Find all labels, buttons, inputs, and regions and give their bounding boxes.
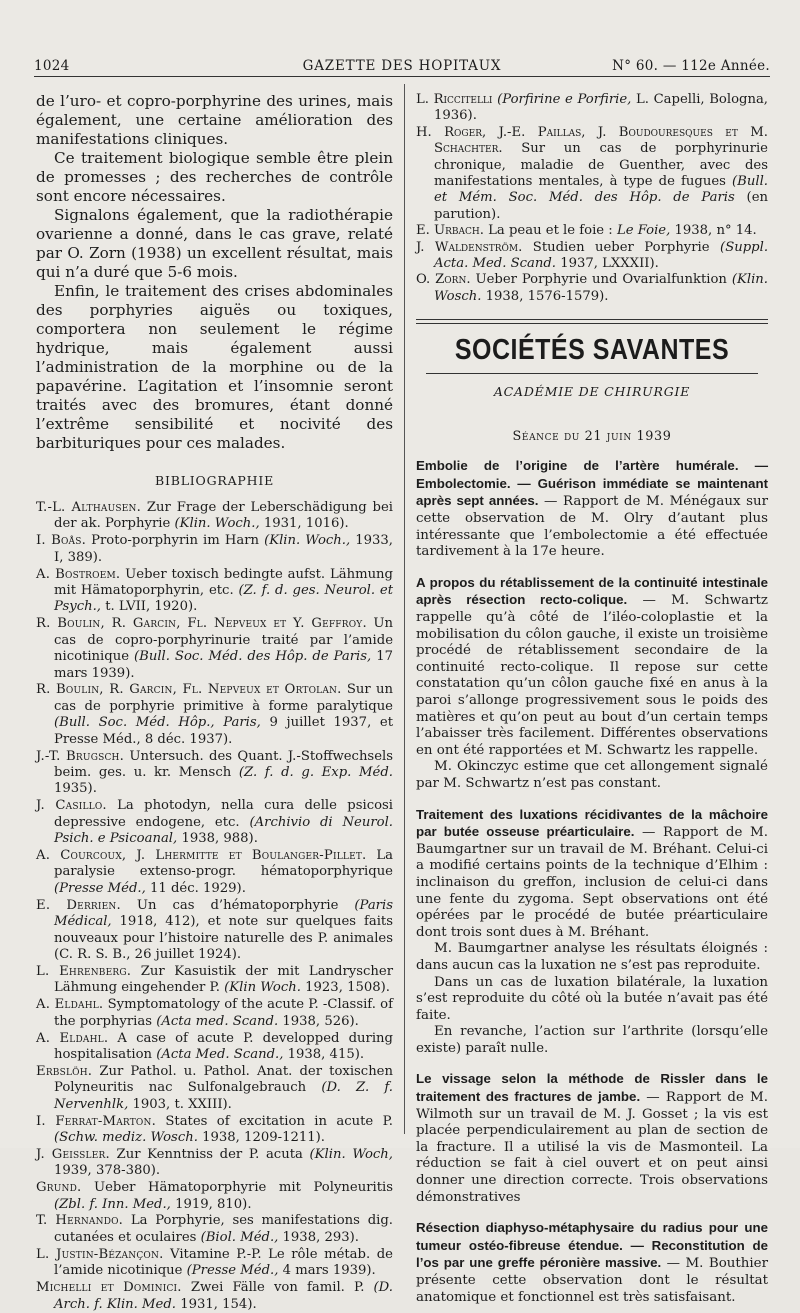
bibliography-list-continued xyxy=(416,92,768,305)
bibliography-entry xyxy=(36,997,393,1030)
ref-title: Zwei Fälle von famil. P. xyxy=(190,1280,365,1296)
ref-source: (Presse Méd., xyxy=(186,1263,279,1279)
ref-title: Zur Kenntniss der P. acuta xyxy=(116,1146,303,1162)
ref-citation: 1931, 1016). xyxy=(263,516,349,532)
bibliography-entry xyxy=(36,1064,393,1113)
ref-title: La peau et le foie : xyxy=(488,223,613,239)
ref-source: (Acta med. Scand. xyxy=(156,1013,279,1029)
ref-author: L. Riccitelli xyxy=(416,92,493,107)
ref-title: Zur Frage der Leberschädigung bei der ak. Porphyrie xyxy=(54,500,393,532)
ref-citation: 1938, n° 14. xyxy=(674,223,757,239)
section-rule xyxy=(426,373,758,374)
ref-title: Ueber toxisch bedingte aufst. Lähmung mit Hämatoporphyrin, etc. xyxy=(54,566,393,599)
ref-title: Ueber Porphyrie und Ovarialfunktion xyxy=(475,272,727,288)
report-heading: Traitement des luxations récidivantes de la mâchoire par butée osseuse préarticulaire. xyxy=(416,806,768,840)
ref-title: Zur Pathol. u. Pathol. Anat. der toxischen Polyneuritis nac Sulfonalgebrauch xyxy=(54,1063,393,1096)
body-paragraph: Signalons également, que la radiothérapie ovarienne a donné, dans le cas grave, relaté par O. Zorn (1938) un excellent résultat, mais qui n’a duré que 5-6 mois. xyxy=(36,206,393,281)
column-divider xyxy=(404,84,405,1134)
ref-title: La Porphyrie, ses manifestations dig. cutanées et oculaires xyxy=(54,1213,393,1245)
bibliography-entry xyxy=(36,898,393,964)
report-paragraph xyxy=(416,1071,768,1206)
report-text: — Rapport de M. Wilmoth sur un travail de M. J. Gosset ; la vis est placée perpendiculairement au plan de section de la fracture. Il a utilisé la vis de Masmonteil. La réduction se fait à ciel ouvert et on peut ainsi donner une direction correcte. Trois observations démonstratives xyxy=(416,1090,768,1205)
ref-citation: 1903, t. XXIII). xyxy=(132,1096,232,1112)
report-paragraph: M. Baumgartner analyse les résultats éloignés : dans aucun cas la luxation ne s’est pas reproduite. xyxy=(416,941,768,973)
ref-author: A. Eldahl. xyxy=(36,1030,109,1046)
ref-author: Michelli et Dominici. xyxy=(36,1280,182,1296)
report-text: — Rapport de M. Ménégaux sur cette observation de M. Olry d’autant plus intéressante que l’embolectomie a été effectuée tardivement à la 17e heure. xyxy=(416,494,768,560)
ref-source: (D. Z. f. Nervenhlk, xyxy=(54,1080,393,1112)
ref-source: (Bull. Soc. Méd. Hôp., Paris, xyxy=(54,715,261,731)
bibliography-entry xyxy=(36,749,393,798)
ref-author: H. Roger, J.-E. Paillas, J. Boudouresques et M. Schachter. xyxy=(416,124,768,157)
ref-source: (Klin. Woch., xyxy=(174,516,260,532)
bibliography-entry xyxy=(36,682,393,748)
running-header xyxy=(34,58,770,78)
ref-author: A. Eldahl. xyxy=(36,997,104,1013)
ref-title: Zur Kasuistik der mit Landryscher Lähmung eingehender P. xyxy=(54,963,393,996)
bibliography-entry xyxy=(36,1180,393,1213)
ref-source: (Zbl. f. Inn. Med., xyxy=(54,1196,171,1212)
report-heading: Résection diaphyso-métaphysaire du radius pour une tumeur ostéo-fibreuse étendue. — Reconstitution de l’os par une greffe péronière massive. xyxy=(416,1220,768,1271)
ref-source: (Porfirine e Porfirie, xyxy=(497,92,632,107)
bibliography-entry xyxy=(416,125,768,223)
ref-citation: t. LVII, 1920). xyxy=(105,599,198,615)
ref-author: E. Derrien. xyxy=(36,897,121,913)
ref-title: Sur un cas de porphyrie primitive à forme paralytique xyxy=(54,682,393,714)
report-paragraph xyxy=(416,575,768,760)
ref-source: (Z. f. d. ges. Neurol. et Psych., xyxy=(54,583,393,615)
ref-source: (Klin. Woch., xyxy=(264,533,351,549)
ref-source: (Biol. Méd., xyxy=(200,1229,279,1245)
ref-title: Un cas de copro-porphyrinurie traité par l’amide nicotinique xyxy=(54,616,393,665)
ref-title: Un cas d’hématoporphyrie xyxy=(136,897,339,913)
ref-author: A. Bostroem. xyxy=(36,566,121,582)
bibliography-entry xyxy=(36,533,393,566)
bibliography-entry xyxy=(36,616,393,682)
ref-source: (Presse Méd., xyxy=(54,880,146,896)
ref-citation: 1938, 526). xyxy=(282,1013,359,1029)
issue-number: N° 60. — 112e Année. xyxy=(612,58,770,74)
ref-author: O. Zorn. xyxy=(416,272,471,288)
body-paragraph: Enfin, le traitement des crises abdominales des porphyries aiguës ou toxiques, comportera non seulement le régime hydrique, mais également aussi l’administration de la morphine ou de la papavérine. L’agitation et l’insomnie seront traités avec des bromures, étant donné l’extrême sensibilité et nocivité des barbituriques pour ces malades. xyxy=(36,282,393,452)
ref-author: I. Boås. xyxy=(36,533,86,549)
bibliography-entry xyxy=(36,1114,393,1147)
ref-author: I. Ferrat-Marton. xyxy=(36,1113,156,1129)
ref-title: Sur un cas de porphyrinurie chronique, maladie de Guenther, avec des manifestations mentales, à type de fugues xyxy=(434,141,768,190)
ref-author: T. Hernando. xyxy=(36,1213,124,1229)
ref-citation: 1933, I, 389). xyxy=(54,533,393,565)
bibliography-entry xyxy=(36,500,393,533)
bibliography-entry xyxy=(36,798,393,847)
ref-citation: 9 juillet 1937, et Presse Méd., 8 déc. 1937). xyxy=(54,715,393,747)
report-heading: Le vissage selon la méthode de Rissler dans le traitement des fractures de jambe. xyxy=(416,1071,768,1105)
ref-source: (Z. f. d. g. Exp. Méd. xyxy=(238,765,393,780)
bibliography-entry xyxy=(36,1247,393,1280)
ref-title: La photodyn, nella cura delle psicosi depressive endogene, etc. xyxy=(54,798,393,830)
ref-author: J.-T. Brugsch. xyxy=(36,748,124,764)
ref-author: T.-L. Althausen. xyxy=(36,500,142,515)
ref-author: Grund. xyxy=(36,1180,82,1196)
session-reports xyxy=(416,458,768,1306)
ref-title: Vitamine P.-P. Le rôle métab. de l’amide nicotinique xyxy=(54,1246,393,1279)
ref-citation: 1937, LXXXII). xyxy=(560,256,659,272)
ref-author: L. Justin-Bézançon. xyxy=(36,1246,164,1262)
ref-source: (Paris Médical, xyxy=(54,897,393,930)
ref-citation: 1939, 378-380). xyxy=(54,1163,161,1179)
report-paragraph xyxy=(416,807,768,942)
report-paragraph xyxy=(416,1220,768,1306)
report-text: — M. Bouthier présente cette observation dont le résultat anatomique et fonctionnel est très satisfaisant. xyxy=(416,1256,768,1305)
bibliography-entry xyxy=(36,964,393,997)
ref-citation: 1919, 810). xyxy=(175,1196,252,1212)
report-text: — Rapport de M. Baumgartner sur un travail de M. Bréhant. Celui-ci a modifié certains points de la technique d’Elhim : inclinaison du greffon, inclusion de celui-ci dans une fente du zygoma. Sept observations ont été opérées par le procédé de butée préarticulaire dont trois sont dues à M. Bréhant. xyxy=(416,825,768,940)
ref-citation: 1938, 1576-1579). xyxy=(485,288,609,304)
ref-source: (Klin Woch. xyxy=(224,980,301,996)
ref-source: (D. Arch. f. Klin. Med. xyxy=(54,1280,393,1312)
ref-source: (Suppl. Acta. Med. Scand. xyxy=(434,239,769,272)
ref-author: R. Boulin, R. Garcin, Fl. Nepveux et Y. Geffroy. xyxy=(36,616,367,632)
report-paragraph: M. Okinczyc estime que cet allongement signalé par M. Schwartz n’est pas constant. xyxy=(416,759,768,791)
ref-citation: 1923, 1508). xyxy=(305,980,390,996)
ref-citation: 1938, 293). xyxy=(282,1229,359,1245)
ref-citation: 17 mars 1939). xyxy=(54,649,393,681)
section-double-rule xyxy=(416,319,768,324)
academy-heading: ACADÉMIE DE CHIRURGIE xyxy=(493,384,691,400)
ref-source: (Bull. et Mém. Soc. Méd. des Hôp. de Paris xyxy=(434,174,768,206)
ref-citation: L. Capelli, Bologna, 1936). xyxy=(434,92,768,124)
ref-author: J. Geissler. xyxy=(36,1146,110,1162)
ref-title: La paralysie extenso-progr. hématoporphyrique xyxy=(54,848,393,880)
report-heading: Embolie de l’origine de l’artère humérale. — Embolectomie. — Guérison immédiate se maintenant après sept années. xyxy=(416,458,768,509)
ref-source: (Schw. mediz. Wosch. xyxy=(54,1129,198,1145)
report-paragraph xyxy=(416,458,768,561)
ref-title: Proto-porphyrin im Harn xyxy=(91,533,260,549)
ref-title: Ueber Hämatoporphyrie mit Polyneuritis xyxy=(93,1180,393,1196)
ref-citation: 1935). xyxy=(54,781,97,797)
body-paragraph: de l’uro- et copro-porphyrine des urines, mais également, une certaine amélioration des manifestations cliniques. xyxy=(36,92,393,148)
bibliography-heading: BIBLIOGRAPHIE xyxy=(155,473,274,488)
report-paragraph: En revanche, l’action sur l’arthrite (lorsqu’elle existe) paraît nulle. xyxy=(416,1024,768,1056)
bibliography-entry xyxy=(416,240,768,273)
section-title: SOCIÉTÉS SAVANTES xyxy=(454,334,730,367)
ref-author: Erbslöh. xyxy=(36,1063,93,1079)
ref-citation: 1938, 988). xyxy=(181,831,258,847)
ref-author: J. Waldenström. xyxy=(416,239,523,255)
ref-author: J. Casillo. xyxy=(36,798,107,814)
bibliography-list xyxy=(36,500,393,1313)
ref-author: R. Boulin, R. Garcin, Fl. Nepveux et Ortolan. xyxy=(36,682,342,698)
bibliography-entry xyxy=(36,1031,393,1064)
bibliography-entry xyxy=(416,223,768,239)
bibliography-entry xyxy=(36,1213,393,1246)
ref-source: Le Foie, xyxy=(616,223,671,239)
ref-author: E. Urbach. xyxy=(416,223,484,239)
ref-citation: 1931, 154). xyxy=(180,1296,257,1312)
ref-source: (Klin. Wosch. xyxy=(434,272,768,304)
bibliography-entry xyxy=(416,92,768,125)
ref-title: Studien ueber Porphyrie xyxy=(532,239,710,255)
ref-source: (Archivio di Neurol. Psich. e Psicoanal, xyxy=(54,814,393,847)
ref-citation: 1938, 415). xyxy=(287,1046,365,1062)
report-text: — M. Schwartz rappelle qu’à côté de l’iléo-coloplastie et la mobilisation du côlon gauche, il existe un troisième procédé de rétablissement secondaire de la continuité recto-colique. Il repose sur cette constatation qu’un côlon gauche fixé en anus à la paroi s’allonge progressivement sous le poids des matières et qu’on peut au bout d’un certain temps l’abaisser très facilement. Différentes observations en ont été rapportées et M. Schwartz les rappelle. xyxy=(416,593,768,758)
ref-citation: 1938, 1209-1211). xyxy=(202,1129,325,1145)
ref-title: Symptomatology of the acute P. -Classif. of the porphyrias xyxy=(54,997,393,1029)
header-rule xyxy=(34,76,770,77)
ref-author: L. Ehrenberg. xyxy=(36,963,132,979)
ref-citation: 1918, 412), et note sur quelques faits nouveaux pour l’histoire naturelle des P. animales (C. R. S. B., 26 juillet 1924). xyxy=(54,914,393,962)
journal-title: GAZETTE DES HOPITAUX xyxy=(302,58,502,74)
session-date: Séance du 21 juin 1939 xyxy=(512,429,672,445)
ref-title: Untersuch. des Quant. J.-Stoffwechsels beim. ges. u. kr. Mensch xyxy=(54,748,393,780)
ref-source: (Acta Med. Scand., xyxy=(156,1046,284,1062)
ref-title: States of excitation in acute P. xyxy=(165,1113,393,1129)
bibliography-entry xyxy=(36,1280,393,1313)
ref-author: A. Courcoux, J. Lhermitte et Boulanger-Pillet. xyxy=(36,848,367,864)
right-column xyxy=(416,92,768,1306)
report-heading: A propos du rétablissement de la continuité intestinale après résection recto-colique. xyxy=(416,574,768,608)
left-column xyxy=(36,92,393,1313)
report-paragraph: Dans un cas de luxation bilatérale, la luxation s’est reproduite du côté où la butée n’avait pas été faite. xyxy=(416,974,768,1023)
bibliography-entry xyxy=(36,567,393,616)
body-paragraph: Ce traitement biologique semble être plein de promesses ; des recherches de contrôle sont encore nécessaires. xyxy=(36,149,393,205)
ref-citation: 4 mars 1939). xyxy=(282,1263,376,1279)
ref-citation: 11 déc. 1929). xyxy=(150,880,246,896)
ref-source: (Klin. Woch, xyxy=(309,1146,393,1162)
page-number: 1024 xyxy=(34,58,70,74)
bibliography-entry xyxy=(416,272,768,305)
ref-title: A case of acute P. developped during hospitalisation xyxy=(54,1030,393,1062)
ref-source: (Bull. Soc. Méd. des Hôp. de Paris, xyxy=(134,649,372,665)
ref-citation: (en parution). xyxy=(434,190,768,222)
bibliography-entry xyxy=(36,1147,393,1180)
bibliography-entry xyxy=(36,848,393,897)
